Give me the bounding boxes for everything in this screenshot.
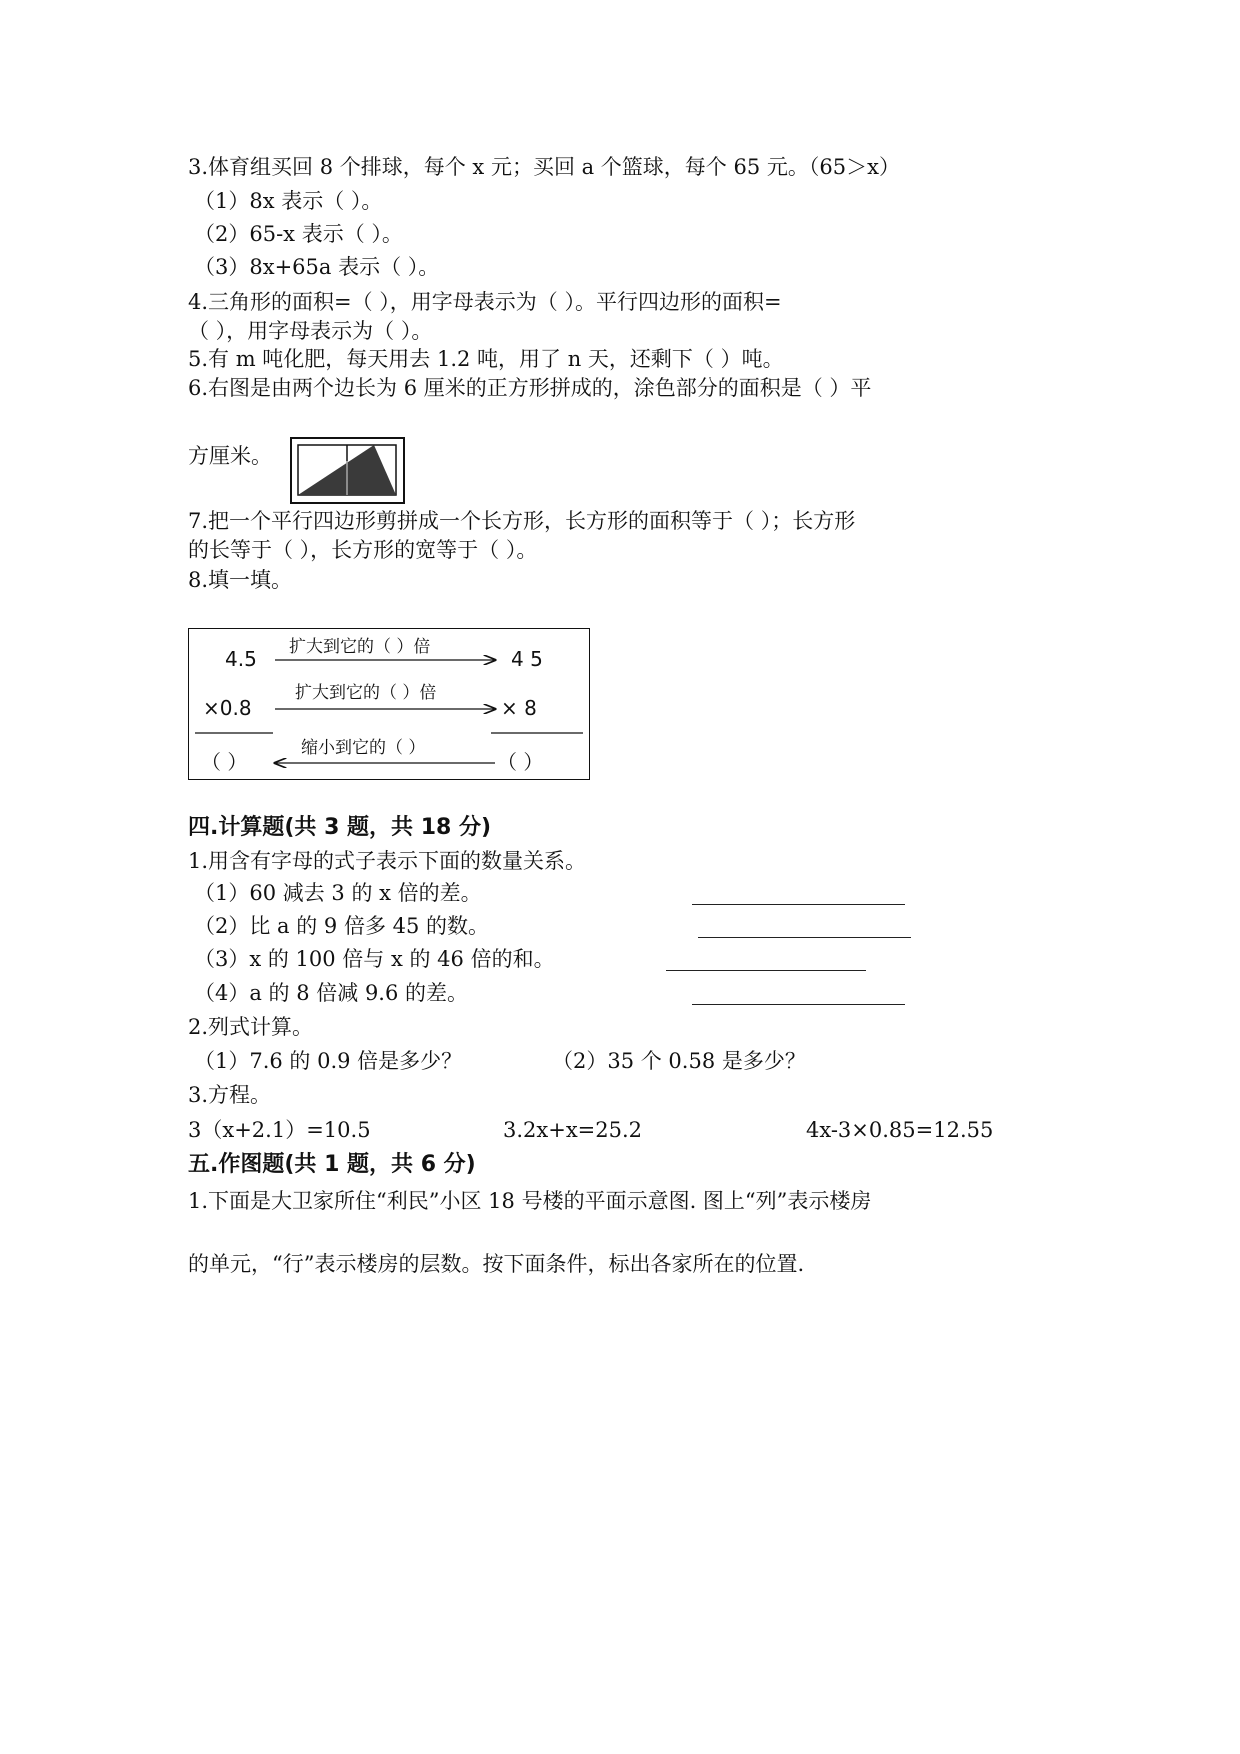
answer-line-4[interactable]	[692, 1004, 905, 1005]
q6-line-2: 方厘米。	[188, 444, 272, 468]
s4-q2-b: （2）35 个 0.58 是多少？	[552, 1049, 806, 1073]
q5-text: 5.有 m 吨化肥，每天用去 1.2 吨，用了 n 天，还剩下（ ）吨。	[188, 347, 784, 371]
q3-part-1: （1）8x 表示（ ）。	[194, 189, 383, 213]
equation-2: 3.2x+x=25.2	[503, 1118, 643, 1142]
s4-q1-item-2: （2）比 a 的 9 倍多 45 的数。	[194, 914, 490, 938]
s5-line-2: 的单元，“行”表示楼房的层数。按下面条件，标出各家所在的位置.	[188, 1252, 805, 1276]
equation-1: 3（x+2.1）=10.5	[188, 1118, 371, 1142]
right-result-blank: （ ）	[497, 750, 544, 774]
q4-line-1: 4.三角形的面积=（ ），用字母表示为（ ）。平行四边形的面积=	[188, 290, 782, 314]
q3-part-2: （2）65-x 表示（ ）。	[194, 222, 403, 246]
s5-line-1: 1.下面是大卫家所住“利民”小区 18 号楼的平面示意图. 图上“列”表示楼房	[188, 1189, 872, 1213]
arrow-3-label: 缩小到它的（ ）	[301, 738, 426, 758]
q7-line-1: 7.把一个平行四边形剪拼成一个长方形，长方形的面积等于（ ）；长方形	[188, 509, 856, 533]
answer-line-3[interactable]	[666, 970, 866, 971]
q4-line-2: （ ），用字母表示为（ ）。	[188, 319, 433, 343]
s4-q2-a: （1）7.6 的 0.9 倍是多少？	[194, 1049, 463, 1073]
s4-q1-item-4: （4）a 的 8 倍减 9.6 的差。	[194, 981, 469, 1005]
s4-q3-stem: 3.方程。	[188, 1083, 272, 1107]
s4-q1-item-1: （1）60 减去 3 的 x 倍的差。	[194, 881, 482, 905]
multiplication-flow-diagram	[188, 628, 590, 780]
factor-b2: × 8	[501, 696, 537, 720]
s4-q1-item-3: （3）x 的 100 倍与 x 的 46 倍的和。	[194, 947, 555, 971]
answer-line-1[interactable]	[692, 904, 905, 905]
factor-a2: ×0.8	[203, 696, 252, 720]
arrow-2-label: 扩大到它的（ ）倍	[295, 683, 437, 703]
q7-line-2: 的长等于（ ），长方形的宽等于（ ）。	[188, 538, 538, 562]
q3-stem: 3.体育组买回 8 个排球，每个 x 元；买回 a 个篮球，每个 65 元。（65＞x）	[188, 155, 900, 179]
section-4-heading: 四.计算题(共 3 题，共 18 分)	[188, 815, 492, 840]
section-5-heading: 五.作图题(共 1 题，共 6 分)	[188, 1152, 476, 1177]
left-result-blank: （ ）	[201, 750, 248, 774]
factor-a1: 4.5	[225, 647, 257, 671]
s4-q1-stem: 1.用含有字母的式子表示下面的数量关系。	[188, 849, 587, 873]
s4-q2-stem: 2.列式计算。	[188, 1015, 314, 1039]
answer-line-2[interactable]	[698, 937, 911, 938]
equation-3: 4x-3×0.85=12.55	[806, 1118, 994, 1142]
arrow-1-label: 扩大到它的（ ）倍	[289, 637, 431, 657]
q8-text: 8.填一填。	[188, 568, 293, 592]
q3-part-3: （3）8x+65a 表示（ ）。	[194, 255, 440, 279]
factor-b1: 4 5	[511, 647, 543, 671]
two-squares-figure	[290, 437, 405, 504]
q6-line-1: 6.右图是由两个边长为 6 厘米的正方形拼成的，涂色部分的面积是（ ）平	[188, 376, 872, 400]
